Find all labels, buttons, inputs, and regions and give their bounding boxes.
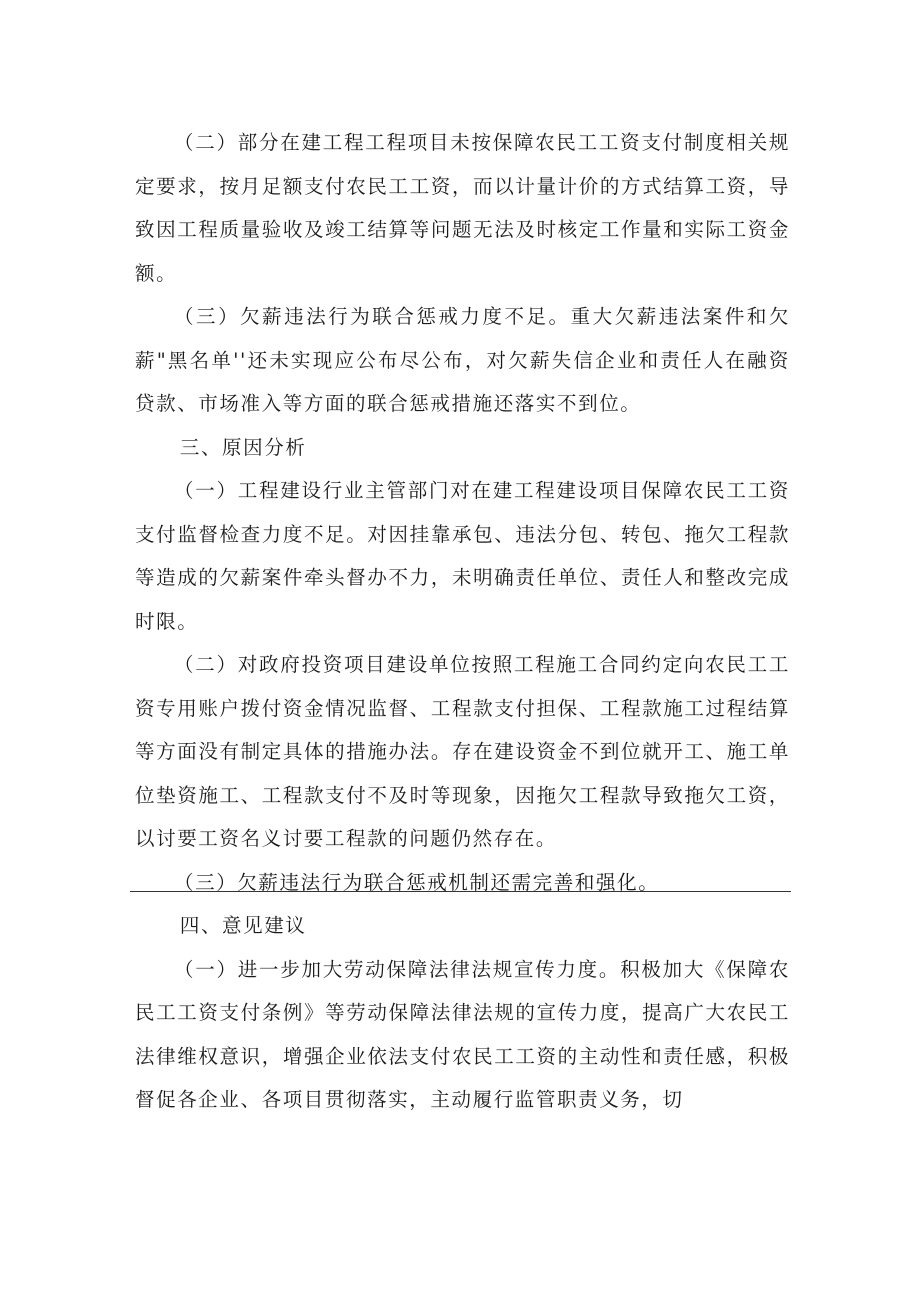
paragraph-3-3: （三）欠薪违法行为联合惩戒机制还需完善和强化。 [174,870,660,894]
paragraph-2-3: （三）欠薪违法行为联合惩戒力度不足。重大欠薪违法案件和欠薪"黑名单''还未实现应公布尽公布，对欠薪失信企业和责任人在融资贷款、市场准入等方面的联合惩戒措施还落实不到位。 [135,305,790,415]
paragraph-4-1: （一）进一步加大劳动保障法律法规宣传力度。积极加大《保障农民工工资支付条例》等劳动保障法律法规的宣传力度，提高广大农民工法律维权意识，增强企业依法支付农民工工资的主动性和责任感，积极督促各企业、各项目贯彻落实，主动履行监管职责义务，切 [135,957,790,1111]
paragraph-3-2: （二）对政府投资项目建设单位按照工程施工合同约定向农民工工资专用账户拨付资金情况监督、工程款支付担保、工程款施工过程结算等方面没有制定具体的措施办法。存在建设资金不到位就开工、施工单位垫资施工、工程款支付不及时等现象，因拖欠工程款导致拖欠工资，以讨要工资名义讨要工程款的问题仍然存在。 [135,653,790,850]
paragraph-2-2: （二）部分在建工程工程项目未按保障农民工工资支付制度相关规定要求，按月足额支付农民工工资，而以计量计价的方式结算工资，导致因工程质量验收及竣工结算等问题无法及时核定工作量和实际工资金额。 [135,131,790,285]
section-heading-3: 三、原因分析 [179,435,307,459]
document-body [135,121,790,1122]
section-heading-4: 四、意见建议 [179,914,307,937]
paragraph-3-1: （一）工程建设行业主管部门对在建工程建设项目保障农民工工资支付监督检查力度不足。对因挂靠承包、违法分包、转包、拖欠工程款等造成的欠薪案件牵头督办不力，未明确责任单位、责任人和整改完成时限。 [135,479,790,633]
horizontal-divider [130,891,791,892]
